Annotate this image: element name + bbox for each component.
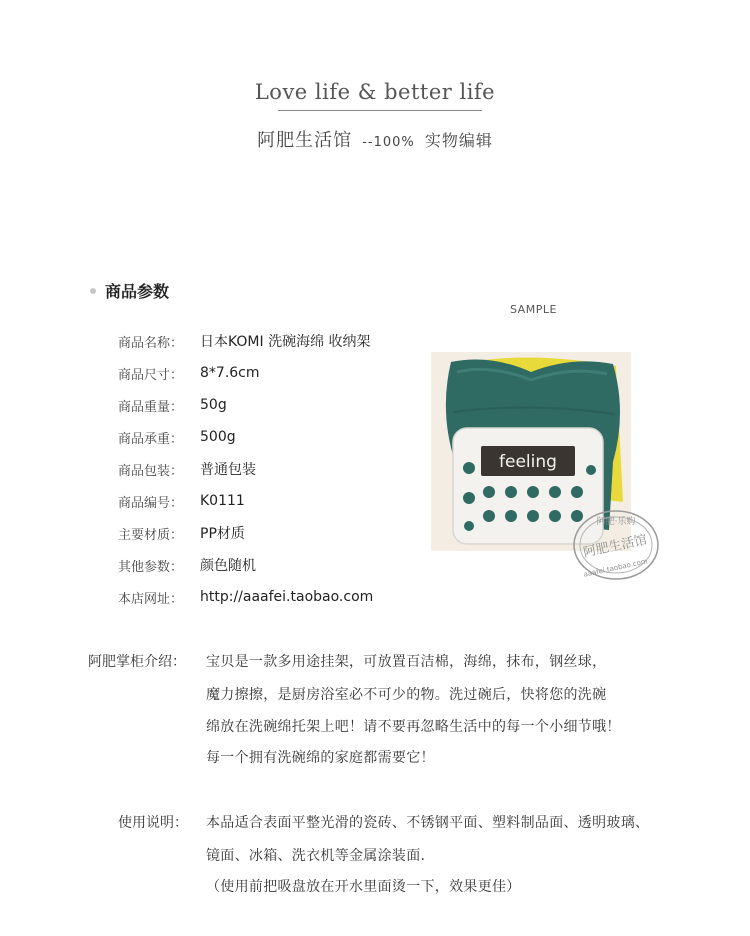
shop-name: 阿肥生活馆 <box>257 130 353 151</box>
param-key: 商品尺寸： <box>118 367 184 383</box>
section-title-text: 商品参数 <box>105 282 170 301</box>
param-row-name <box>118 330 371 352</box>
brand-subtitle-row <box>0 126 750 152</box>
intro-label: 阿肥掌柜介绍： <box>88 654 186 670</box>
svg-text:阿肥·乐购: 阿肥·乐购 <box>596 517 636 527</box>
param-value: 普通包装 <box>200 462 256 478</box>
param-value: K0111 <box>200 493 245 509</box>
param-value: 颜色随机 <box>200 558 256 574</box>
param-value: 8*7.6cm <box>200 365 260 381</box>
bullet-dot-icon <box>90 288 96 294</box>
param-key: 主要材质： <box>118 527 184 543</box>
intro-line: 每一个拥有洗碗绵的家庭都需要它！ <box>206 750 435 766</box>
usage-line: （使用前把吸盘放在开水里面烫一下，效果更佳） <box>206 879 521 895</box>
sample-label: SAMPLE <box>510 303 557 316</box>
holder-brand-text: feeling <box>499 452 557 472</box>
param-value: PP材质 <box>200 526 245 542</box>
param-row-code <box>118 490 245 512</box>
param-key: 本店网址： <box>118 591 184 607</box>
brand-subtitle: 实物编辑 <box>424 131 493 150</box>
intro-line: 绵放在洗碗绵托架上吧！请不要再忽略生活中的每一个小细节哦！ <box>206 719 621 735</box>
usage-label: 使用说明： <box>118 815 188 831</box>
brand-divider <box>278 110 482 111</box>
param-key: 商品名称： <box>118 335 184 351</box>
svg-text:aaafei.taobao.com: aaafei.taobao.com <box>582 557 649 579</box>
param-key: 商品重量： <box>118 399 184 415</box>
section-title <box>90 279 169 302</box>
param-key: 其他参数： <box>118 559 184 575</box>
param-row-url <box>118 586 373 608</box>
param-row-load <box>118 426 236 448</box>
stamp-seal-icon <box>570 506 662 584</box>
svg-text:阿肥生活馆: 阿肥生活馆 <box>581 532 649 561</box>
param-value: 500g <box>200 429 236 445</box>
param-row-material <box>118 522 245 544</box>
intro-line: 魔力擦擦，是厨房浴室必不可少的物。洗过碗后，快将您的洗碗 <box>206 687 607 703</box>
param-key: 商品包装： <box>118 463 184 479</box>
brand-tag: --100% <box>362 135 415 150</box>
intro-line: 宝贝是一款多用途挂架，可放置百洁棉，海绵，抹布，钢丝球， <box>206 654 607 670</box>
param-row-other <box>118 554 256 576</box>
param-value: 50g <box>200 397 227 413</box>
usage-line: 镜面、冰箱、洗衣机等金属涂装面. <box>206 848 426 864</box>
shop-url-link[interactable]: http://aaafei.taobao.com <box>200 589 374 605</box>
usage-line: 本品适合表面平整光滑的瓷砖、不锈钢平面、塑料制品面、透明玻璃、 <box>206 815 650 831</box>
param-key: 商品承重： <box>118 431 184 447</box>
param-value: 日本KOMI 洗碗海绵 收纳架 <box>200 334 371 350</box>
param-row-size <box>118 362 260 384</box>
param-key: 商品编号： <box>118 495 184 511</box>
param-row-weight <box>118 394 227 416</box>
shop-stamp <box>570 506 662 584</box>
brand-slogan: Love life & better life <box>254 80 496 104</box>
param-row-packaging <box>118 458 256 480</box>
